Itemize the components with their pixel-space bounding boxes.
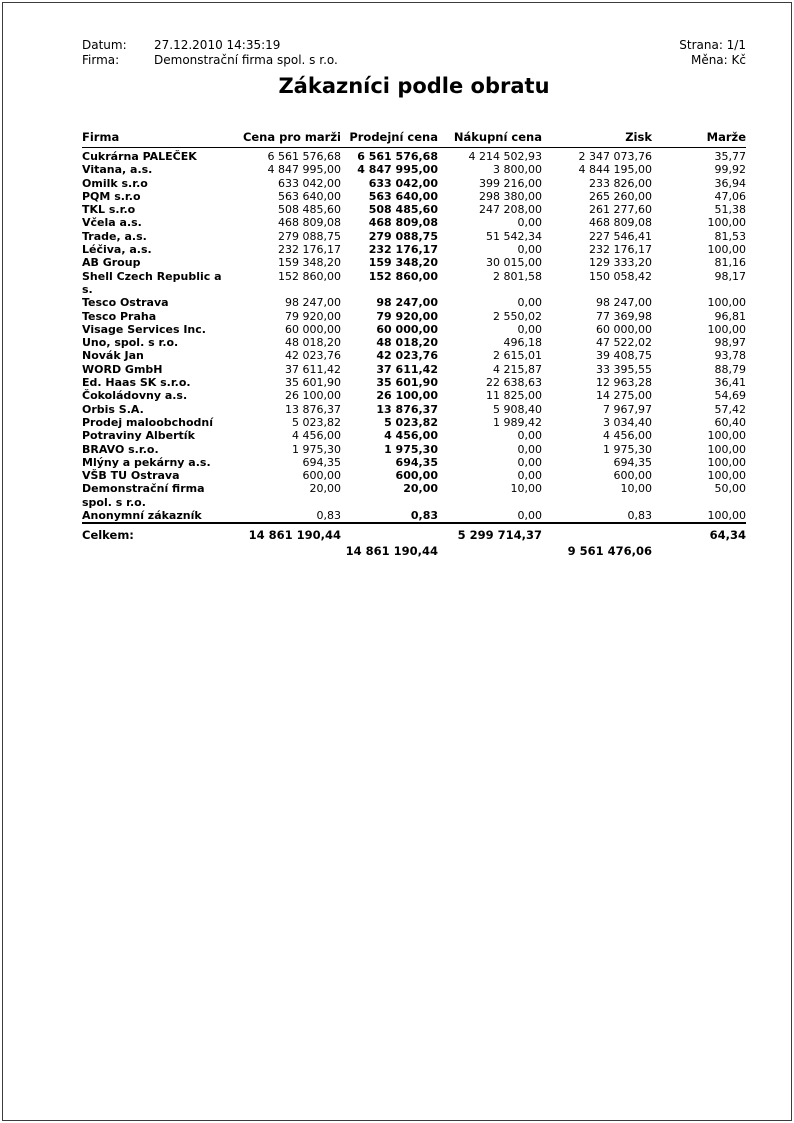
amount-cell: 37 611,42 [285, 362, 341, 376]
amount-cell: 93,78 [714, 349, 746, 363]
amount-cell: 152 860,00 [368, 269, 438, 283]
column-header: Cena pro marži [229, 128, 341, 148]
amount-cell: 81,53 [714, 229, 746, 243]
amount-cell: 129 333,20 [589, 256, 652, 270]
amount-cell: 4 214 502,93 [468, 150, 542, 163]
amount-cell: 563 640,00 [368, 189, 438, 203]
amount-cell: 5 023,82 [384, 415, 438, 429]
table-row [82, 323, 746, 336]
firm-name-cell: Novák Jan [82, 349, 144, 363]
totals-empty-cell [652, 543, 746, 558]
totals-cena-pro-marzi: 14 861 190,44 [229, 523, 341, 542]
firm-name-cell: AB Group [82, 256, 141, 270]
currency-label: Měna: Kč [690, 53, 746, 67]
amount-cell: 36,94 [714, 176, 746, 190]
amount-cell: 100,00 [707, 442, 746, 456]
amount-cell: 6 561 576,68 [357, 150, 438, 163]
table-row [82, 256, 746, 269]
table-row [82, 443, 746, 456]
amount-cell: 150 058,42 [589, 269, 652, 283]
amount-cell: 3 800,00 [493, 163, 542, 177]
firm-name-cell: Čokoládovny a.s. [82, 389, 188, 403]
firm-name-cell: Visage Services Inc. [82, 322, 206, 336]
amount-cell: 88,79 [714, 362, 746, 376]
amount-cell: 36,41 [714, 376, 746, 390]
amount-cell: 4 456,00 [384, 429, 438, 443]
amount-cell: 48 018,20 [285, 336, 341, 350]
table-row [82, 509, 746, 523]
amount-cell: 4 456,00 [603, 429, 652, 443]
amount-cell: 30 015,00 [486, 256, 542, 270]
table-row [82, 310, 746, 323]
table-row [82, 376, 746, 389]
firm-name-cell: Cukrárna PALEČEK [82, 150, 197, 163]
amount-cell: 4 844 195,00 [578, 163, 652, 177]
amount-cell: 13 876,37 [376, 402, 438, 416]
amount-cell: 10,00 [620, 482, 652, 496]
amount-cell: 22 638,63 [486, 376, 542, 390]
table-row [82, 270, 746, 297]
column-header: Zisk [542, 128, 652, 148]
customers-by-turnover-table [82, 128, 746, 558]
table-row [82, 177, 746, 190]
table-row [82, 403, 746, 416]
amount-cell: 265 260,00 [589, 189, 652, 203]
amount-cell: 508 485,60 [368, 203, 438, 217]
amount-cell: 0,83 [410, 509, 438, 523]
amount-cell: 33 395,55 [596, 362, 652, 376]
amount-cell: 1 975,30 [603, 442, 652, 456]
amount-cell: 98 247,00 [285, 296, 341, 310]
firm-name-cell: WORD GmbH [82, 362, 163, 376]
amount-cell: 26 100,00 [376, 389, 438, 403]
totals-row-2 [82, 543, 746, 558]
amount-cell: 47,06 [714, 189, 746, 203]
amount-cell: 633 042,00 [278, 176, 341, 190]
amount-cell: 694,35 [302, 455, 341, 469]
amount-cell: 1 975,30 [384, 442, 438, 456]
amount-cell: 232 176,17 [368, 243, 438, 257]
amount-cell: 468 809,08 [589, 216, 652, 230]
amount-cell: 496,18 [503, 336, 542, 350]
table-row [82, 456, 746, 469]
amount-cell: 100,00 [707, 243, 746, 257]
table-row [82, 349, 746, 362]
amount-cell: 1 989,42 [493, 415, 542, 429]
table-row [82, 416, 746, 429]
amount-cell: 20,00 [309, 482, 341, 496]
amount-cell: 98 247,00 [376, 296, 438, 310]
table-row [82, 230, 746, 243]
table-row [82, 216, 746, 229]
amount-cell: 2 550,02 [493, 309, 542, 323]
amount-cell: 3 034,40 [603, 415, 652, 429]
amount-cell: 468 809,08 [278, 216, 341, 230]
totals-empty-cell [229, 543, 341, 558]
amount-cell: 233 826,00 [589, 176, 652, 190]
amount-cell: 81,16 [714, 256, 746, 270]
amount-cell: 47 522,02 [596, 336, 652, 350]
firm-name-cell: Léčiva, a.s. [82, 243, 152, 257]
totals-label: Celkem: [82, 523, 229, 542]
amount-cell: 7 967,97 [603, 402, 652, 416]
amount-cell: 77 369,98 [596, 309, 652, 323]
amount-cell: 51 542,34 [486, 229, 542, 243]
amount-cell: 96,81 [714, 309, 746, 323]
firm-name-cell: Včela a.s. [82, 216, 142, 230]
column-header: Prodejní cena [341, 128, 438, 148]
amount-cell: 0,00 [517, 216, 542, 230]
amount-cell: 11 825,00 [486, 389, 542, 403]
totals-row-1 [82, 523, 746, 542]
amount-cell: 100,00 [707, 455, 746, 469]
amount-cell: 100,00 [707, 216, 746, 230]
amount-cell: 633 042,00 [368, 176, 438, 190]
amount-cell: 4 456,00 [292, 429, 341, 443]
amount-cell: 261 277,60 [589, 203, 652, 217]
firm-name-cell: TKL s.r.o [82, 203, 136, 217]
header-row-date [82, 38, 746, 53]
amount-cell: 60 000,00 [285, 322, 341, 336]
amount-cell: 1 975,30 [292, 442, 341, 456]
header-row-company [82, 53, 746, 68]
firm-name-cell: PQM s.r.o [82, 189, 141, 203]
table-row [82, 243, 746, 256]
amount-cell: 159 348,20 [368, 256, 438, 270]
amount-cell: 600,00 [302, 469, 341, 483]
amount-cell: 600,00 [613, 469, 652, 483]
amount-cell: 98,17 [714, 269, 746, 283]
firm-name-cell: Potraviny Albertík [82, 429, 195, 443]
firm-name-cell: Mlýny a pekárny a.s. [82, 455, 211, 469]
amount-cell: 6 561 576,68 [267, 150, 341, 163]
firm-name-cell: Trade, a.s. [82, 229, 147, 243]
amount-cell: 0,00 [517, 442, 542, 456]
totals-empty-cell [82, 543, 229, 558]
amount-cell: 0,83 [316, 509, 341, 523]
amount-cell: 100,00 [707, 322, 746, 336]
amount-cell: 37 611,42 [376, 362, 438, 376]
totals-marze: 64,34 [652, 523, 746, 542]
amount-cell: 279 088,75 [368, 229, 438, 243]
amount-cell: 14 275,00 [596, 389, 652, 403]
firm-name-cell: Omilk s.r.o [82, 176, 148, 190]
amount-cell: 100,00 [707, 429, 746, 443]
amount-cell: 13 876,37 [285, 402, 341, 416]
amount-cell: 232 176,17 [589, 243, 652, 257]
amount-cell: 10,00 [510, 482, 542, 496]
totals-zisk: 9 561 476,06 [567, 543, 652, 558]
amount-cell: 35 601,90 [376, 376, 438, 390]
amount-cell: 152 860,00 [278, 269, 341, 283]
totals-empty-cell [438, 543, 542, 558]
amount-cell: 247 208,00 [479, 203, 542, 217]
amount-cell: 0,00 [517, 455, 542, 469]
amount-cell: 100,00 [707, 296, 746, 310]
amount-cell: 694,35 [395, 455, 438, 469]
firm-name-cell: Shell Czech Republic a s. [82, 269, 222, 296]
table-header-row [82, 128, 746, 148]
amount-cell: 60,40 [714, 415, 746, 429]
table-row [82, 482, 746, 509]
amount-cell: 279 088,75 [278, 229, 341, 243]
amount-cell: 42 023,76 [376, 349, 438, 363]
amount-cell: 35 601,90 [285, 376, 341, 390]
amount-cell: 2 615,01 [493, 349, 542, 363]
amount-cell: 600,00 [395, 469, 438, 483]
amount-cell: 48 018,20 [376, 336, 438, 350]
table-row [82, 389, 746, 402]
amount-cell: 0,00 [517, 469, 542, 483]
amount-cell: 563 640,00 [278, 189, 341, 203]
amount-cell: 0,00 [517, 509, 542, 523]
amount-cell: 57,42 [714, 402, 746, 416]
amount-cell: 0,00 [517, 243, 542, 257]
amount-cell: 399 216,00 [479, 176, 542, 190]
amount-cell: 4 847 995,00 [267, 163, 341, 177]
amount-cell: 0,00 [517, 322, 542, 336]
company-value: Demonstrační firma spol. s r.o. [154, 53, 338, 67]
firm-name-cell: Vitana, a.s. [82, 163, 153, 177]
firm-name-cell: Prodej maloobchodní [82, 415, 214, 429]
amount-cell: 298 380,00 [479, 189, 542, 203]
amount-cell: 2 347 073,76 [578, 150, 652, 163]
table-row [82, 148, 746, 164]
amount-cell: 694,35 [613, 455, 652, 469]
firm-name-cell: Uno, spol. s r.o. [82, 336, 179, 350]
amount-cell: 100,00 [707, 469, 746, 483]
amount-cell: 4 215,87 [493, 362, 542, 376]
page-number: Strana: 1/1 [679, 38, 746, 52]
company-label: Firma: [82, 53, 120, 67]
amount-cell: 50,00 [714, 482, 746, 496]
report-header [82, 38, 746, 68]
amount-cell: 39 408,75 [596, 349, 652, 363]
amount-cell: 227 546,41 [589, 229, 652, 243]
totals-empty-cell [341, 523, 438, 542]
firm-name-cell: Orbis S.A. [82, 402, 144, 416]
amount-cell: 98,97 [714, 336, 746, 350]
table-row [82, 336, 746, 349]
firm-name-cell: Anonymní zákazník [82, 509, 202, 523]
amount-cell: 26 100,00 [285, 389, 341, 403]
firm-name-cell: Demonstrační firma spol. s r.o. [82, 482, 205, 509]
table-row [82, 190, 746, 203]
table-row [82, 203, 746, 216]
totals-empty-cell [542, 523, 652, 542]
totals-nakupni-cena: 5 299 714,37 [438, 523, 542, 542]
column-header: Firma [82, 128, 229, 148]
amount-cell: 99,92 [714, 163, 746, 177]
table-row [82, 296, 746, 309]
date-value: 27.12.2010 14:35:19 [154, 38, 281, 52]
firm-name-cell: VŠB TU Ostrava [82, 469, 180, 483]
amount-cell: 98 247,00 [596, 296, 652, 310]
amount-cell: 232 176,17 [278, 243, 341, 257]
amount-cell: 508 485,60 [278, 203, 341, 217]
amount-cell: 20,00 [403, 482, 438, 496]
amount-cell: 100,00 [707, 509, 746, 523]
column-header: Marže [652, 128, 746, 148]
table-row [82, 163, 746, 176]
table-row [82, 363, 746, 376]
amount-cell: 0,00 [517, 296, 542, 310]
firm-name-cell: Ed. Haas SK s.r.o. [82, 376, 191, 390]
table-row [82, 429, 746, 442]
table-row [82, 469, 746, 482]
amount-cell: 4 847 995,00 [357, 163, 438, 177]
amount-cell: 54,69 [714, 389, 746, 403]
table-body [82, 148, 746, 524]
amount-cell: 159 348,20 [278, 256, 341, 270]
firm-name-cell: Tesco Praha [82, 309, 157, 323]
amount-cell: 79 920,00 [285, 309, 341, 323]
amount-cell: 51,38 [714, 203, 746, 217]
amount-cell: 5 908,40 [493, 402, 542, 416]
amount-cell: 42 023,76 [285, 349, 341, 363]
amount-cell: 0,83 [627, 509, 652, 523]
report-title: Zákazníci podle obratu [278, 74, 550, 98]
column-header: Nákupní cena [438, 128, 542, 148]
amount-cell: 60 000,00 [596, 322, 652, 336]
firm-name-cell: Tesco Ostrava [82, 296, 169, 310]
amount-cell: 2 801,58 [493, 269, 542, 283]
amount-cell: 5 023,82 [292, 415, 341, 429]
amount-cell: 79 920,00 [376, 309, 438, 323]
firm-name-cell: BRAVO s.r.o. [82, 442, 159, 456]
table-totals [82, 523, 746, 558]
amount-cell: 468 809,08 [368, 216, 438, 230]
amount-cell: 12 963,28 [596, 376, 652, 390]
date-label: Datum: [82, 38, 127, 52]
amount-cell: 60 000,00 [376, 322, 438, 336]
totals-prodejni-cena: 14 861 190,44 [345, 543, 438, 558]
amount-cell: 0,00 [517, 429, 542, 443]
amount-cell: 35,77 [714, 150, 746, 163]
